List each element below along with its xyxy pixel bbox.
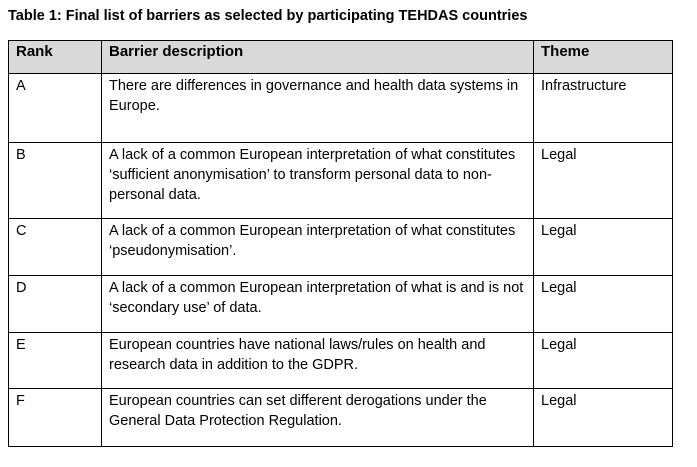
table-header-row: [9, 41, 673, 74]
table-row: [9, 219, 673, 276]
header-rank: Rank: [9, 41, 102, 74]
header-theme: Theme: [534, 41, 673, 74]
cell-description: A lack of a common European interpretation of what constitutes ‘pseudonymisation’.: [102, 219, 534, 276]
header-description: Barrier description: [102, 41, 534, 74]
barriers-table: [8, 40, 673, 447]
cell-theme: Legal: [534, 333, 673, 389]
cell-description: European countries can set different derogations under the General Data Protection Regulation.: [102, 389, 534, 447]
table-row: [9, 276, 673, 333]
cell-description: A lack of a common European interpretation of what is and is not ‘secondary use’ of data.: [102, 276, 534, 333]
cell-description: A lack of a common European interpretation of what constitutes ‘sufficient anonymisation’ to transform personal data to non-personal data.: [102, 143, 534, 219]
cell-rank: F: [9, 389, 102, 447]
table-row: [9, 333, 673, 389]
cell-theme: Infrastructure: [534, 74, 673, 143]
cell-description: European countries have national laws/rules on health and research data in addition to the GDPR.: [102, 333, 534, 389]
cell-theme: Legal: [534, 389, 673, 447]
cell-rank: E: [9, 333, 102, 389]
cell-rank: D: [9, 276, 102, 333]
cell-rank: C: [9, 219, 102, 276]
table-row: [9, 143, 673, 219]
cell-theme: Legal: [534, 219, 673, 276]
table-row: [9, 389, 673, 447]
cell-theme: Legal: [534, 143, 673, 219]
table-row: [9, 74, 673, 143]
table-caption: Table 1: Final list of barriers as selected by participating TEHDAS countries: [8, 8, 528, 24]
cell-rank: B: [9, 143, 102, 219]
cell-description: There are differences in governance and health data systems in Europe.: [102, 74, 534, 143]
cell-theme: Legal: [534, 276, 673, 333]
cell-rank: A: [9, 74, 102, 143]
